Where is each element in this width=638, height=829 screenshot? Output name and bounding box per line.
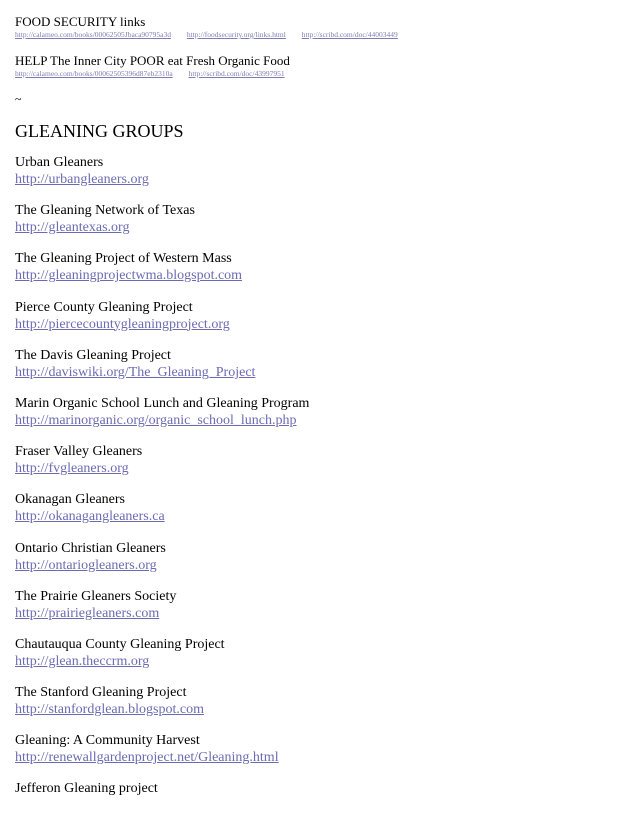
group-link[interactable]: http://gleaningprojectwma.blogspot.com [15,268,243,284]
group-link[interactable]: http://stanfordglean.blogspot.com [15,702,204,718]
help-inner-city-title: HELP The Inner City POOR eat Fresh Organic Food [15,53,290,68]
list-item [15,443,309,491]
group-link[interactable]: http://marinorganic.org/organic_school_lunch.php [15,412,297,428]
list-item [15,540,309,588]
list-item [15,299,309,347]
scribd-link[interactable]: http://scribd.com/doc/44003449 [301,30,398,39]
list-item [15,154,309,202]
group-name: The Stanford Gleaning Project [15,685,187,701]
group-link[interactable]: http://daviswiki.org/The_Gleaning_Project [15,364,256,380]
group-link[interactable]: http://gleantexas.org [15,220,130,236]
group-link[interactable]: http://prairiegleaners.com [15,605,160,621]
list-item [15,347,309,395]
group-link[interactable]: http://piercecountygleaningproject.org [15,316,230,332]
help-inner-city-links [15,69,299,78]
list-item [15,202,309,250]
group-link[interactable]: http://glean.theccrm.org [15,653,150,669]
calameo-link[interactable]: http://calameo.com/books/00062505Jbaca90795a3d [15,30,172,39]
group-name: Jefferon Gleaning project [15,781,158,797]
list-item [15,636,309,684]
foodsecurity-link[interactable]: http://foodsecurity.org/links.html [186,30,286,39]
group-link[interactable]: http://urbangleaners.org [15,172,149,187]
list-item [15,732,309,780]
group-link[interactable]: http://renewallgardenproject.net/Gleaning.html [15,750,279,766]
group-name: Gleaning: A Community Harvest [15,733,200,749]
food-security-title: FOOD SECURITY links [15,14,146,29]
group-name: Chautauqua County Gleaning Project [15,636,225,652]
separator-tilde: ~ [15,92,22,106]
group-name: Marin Organic School Lunch and Gleaning Program [15,395,310,411]
group-name: The Prairie Gleaners Society [15,588,177,604]
calameo-link-2[interactable]: http://calameo.com/books/000625053​96d87eb2310a [15,69,173,78]
list-item [15,250,309,298]
group-name: The Gleaning Project of Western Mass [15,251,232,267]
group-link[interactable]: http://okanagangleaners.ca [15,509,165,525]
group-name: Okanagan Gleaners [15,492,126,508]
section-title: GLEANING GROUPS [15,121,184,141]
group-name: Pierce County Gleaning Project [15,299,193,315]
list-item [15,491,309,539]
group-link[interactable]: http://fvgleaners.org [15,461,129,477]
group-name: Ontario Christian Gleaners [15,540,166,556]
list-item [15,684,309,732]
list-item [15,780,309,828]
group-name: Urban Gleaners [15,155,104,170]
group-name: The Gleaning Network of Texas [15,203,195,219]
group-link[interactable]: http://ontariogleaners.org [15,557,157,573]
list-item [15,588,309,636]
list-item [15,395,309,443]
group-name: Fraser Valley Gleaners [15,444,143,460]
scribd-link-2[interactable]: http://scribd.com/doc/43997951 [188,69,285,78]
gleaning-groups-list [15,154,309,829]
group-name: The Davis Gleaning Project [15,347,171,363]
food-security-links [15,30,412,39]
